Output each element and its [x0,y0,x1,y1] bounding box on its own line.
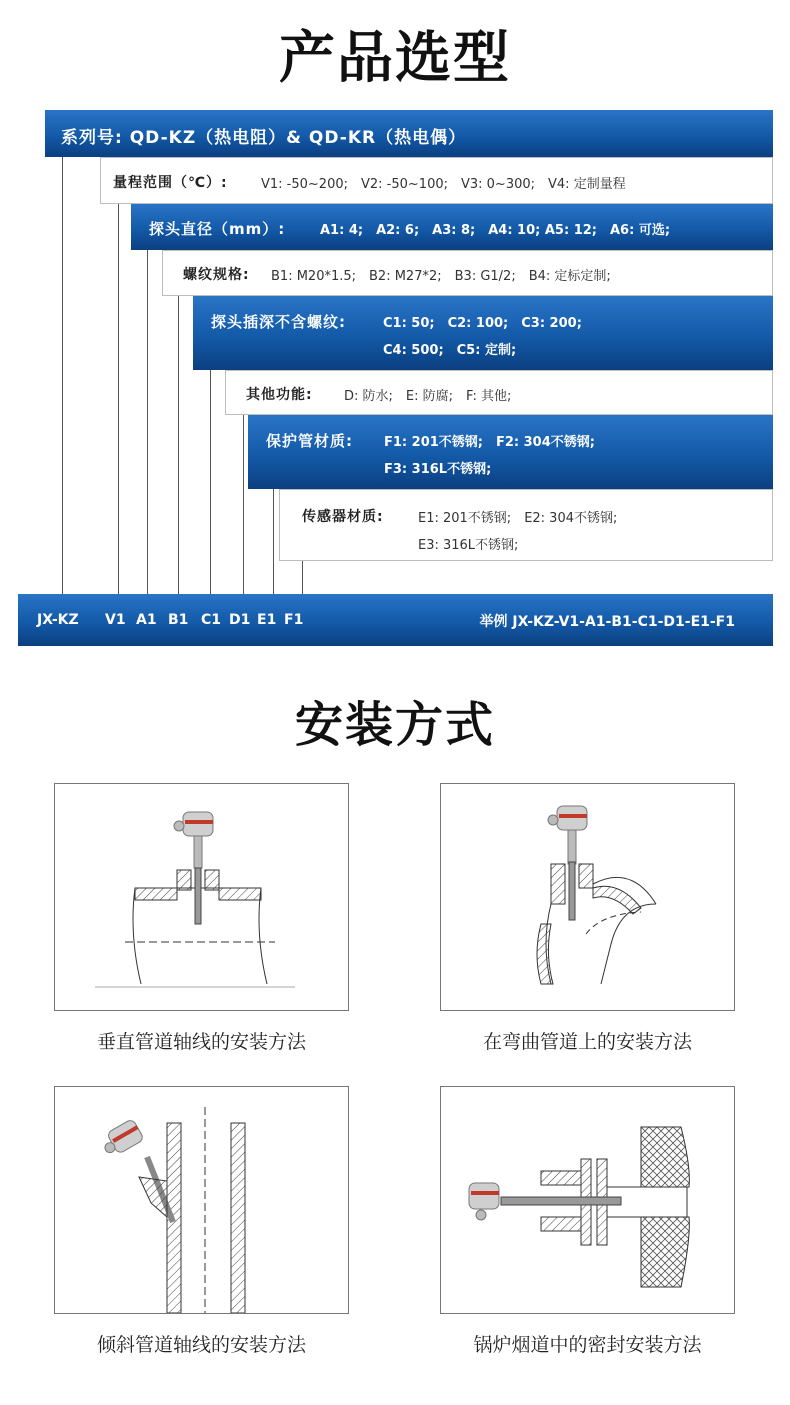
range-row [100,157,773,204]
row-options: C4: 500; C5: 定制; [383,343,517,358]
install-diagram-curved [440,783,735,1011]
code-a: A1 [136,612,157,628]
row-options: A1: 4; A2: 6; A3: 8; A4: 10; A5: 12; A6: 可选; [320,223,671,238]
inclined-install-illustration [55,1087,348,1313]
boiler-install-illustration [441,1087,734,1313]
caption-boiler: 锅炉烟道中的密封安装方法 [473,1334,702,1356]
row-options: C1: 50; C2: 100; C3: 200; [383,316,582,331]
diameter-row [131,204,773,250]
row-options: E1: 201不锈钢; E2: 304不锈钢; [418,511,618,526]
code-f: F1 [284,612,304,628]
code-d: D1 [229,612,251,628]
row-label: 探头直径（mm）: [149,220,286,238]
code-c: C1 [201,612,222,628]
code-e: E1 [257,612,277,628]
connector-line [243,414,244,594]
code-v: V1 [105,612,126,628]
connector-line [210,370,211,594]
row-options: F3: 316L不锈钢; [384,462,492,477]
row-label: 探头插深不含螺纹: [211,313,346,331]
connector-line [273,488,274,594]
install-diagram-vertical [54,783,349,1011]
tube-material-row [248,415,773,489]
selection-title: 产品选型 [279,26,511,91]
sensor-material-row [279,489,773,561]
install-diagram-inclined [54,1086,349,1314]
row-options: E3: 316L不锈钢; [418,538,519,553]
thread-row [162,250,773,296]
example-code: 举例 JX-KZ-V1-A1-B1-C1-D1-E1-F1 [479,614,735,630]
row-label: 其他功能: [246,387,313,403]
row-options: V1: -50~200; V2: -50~100; V3: 0~300; V4: 定制量程 [261,177,626,192]
depth-row [193,296,773,370]
row-options: F1: 201不锈钢; F2: 304不锈钢; [384,435,595,450]
install-title: 安装方式 [294,697,495,753]
connector-line [147,250,148,594]
code-bar [18,594,773,646]
code-b: B1 [168,612,189,628]
row-label: 系列号: QD-KZ（热电阻）& QD-KR（热电偶） [61,128,467,148]
caption-curved: 在弯曲管道上的安装方法 [482,1031,692,1053]
row-label: 保护管材质: [266,432,353,450]
function-row [225,370,773,415]
connector-line [118,203,119,594]
connector-line [302,560,303,594]
row-options: B1: M20*1.5; B2: M27*2; B3: G1/2; B4: 定标定制; [271,269,611,284]
row-options: D: 防水; E: 防腐; F: 其他; [344,389,512,404]
row-label: 传感器材质: [302,509,384,525]
row-label: 量程范围（℃）: [113,175,228,191]
connector-line [178,295,179,594]
install-diagram-boiler [440,1086,735,1314]
series-row [45,110,773,157]
curved-install-illustration [441,784,734,1010]
connector-line [62,156,63,594]
code-series: JX-KZ [37,612,79,628]
vertical-install-illustration [55,784,348,1010]
row-label: 螺纹规格: [183,267,250,283]
caption-vertical: 垂直管道轴线的安装方法 [96,1031,306,1053]
caption-inclined: 倾斜管道轴线的安装方法 [96,1334,306,1356]
